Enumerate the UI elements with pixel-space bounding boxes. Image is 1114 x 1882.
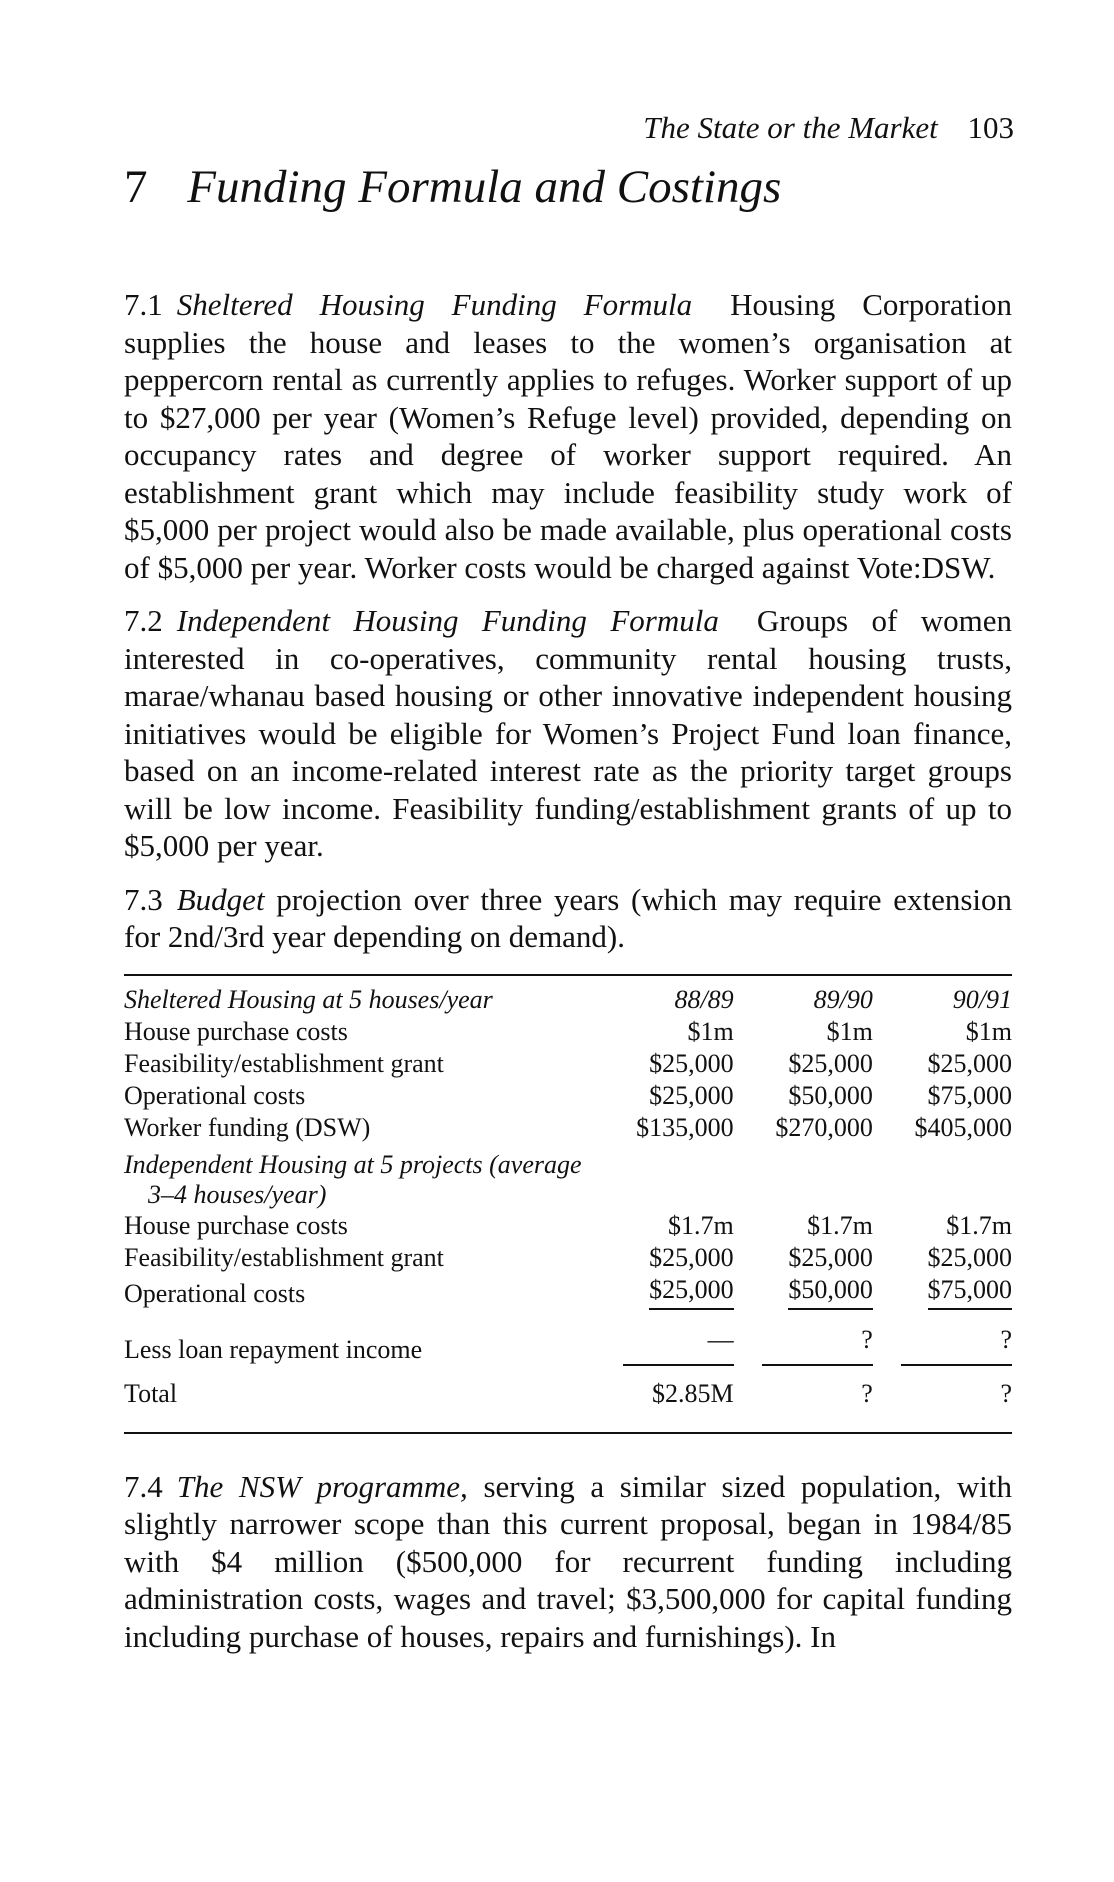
cell-value: $1m bbox=[965, 1016, 1012, 1046]
cell-value: $1.7m bbox=[807, 1210, 873, 1240]
cell-value: $135,000 bbox=[636, 1112, 734, 1142]
section-text: projection over three years (which may require extension for 2nd/3rd year depending on demand). bbox=[124, 881, 1013, 954]
cell-value: $25,000 bbox=[788, 1242, 873, 1272]
less-row bbox=[124, 1310, 1012, 1378]
cell-value-text: $75,000 bbox=[928, 1274, 1013, 1310]
cell-value bbox=[734, 1310, 873, 1378]
cell-value: $1m bbox=[826, 1016, 873, 1046]
cell-value: $25,000 bbox=[927, 1242, 1012, 1272]
total-rule bbox=[623, 1364, 734, 1366]
row-label: Worker funding (DSW) bbox=[124, 1112, 371, 1142]
section-7-4 bbox=[124, 1468, 1012, 1656]
cell-value: $2.85M bbox=[652, 1378, 734, 1408]
section-heading: Sheltered Housing Funding Formula bbox=[176, 287, 693, 322]
row-label: Total bbox=[124, 1378, 178, 1408]
cell-value: $405,000 bbox=[914, 1112, 1012, 1142]
row-label: Operational costs bbox=[124, 1080, 306, 1110]
row-label: Feasibility/establishment grant bbox=[124, 1242, 444, 1272]
cell-value bbox=[873, 1310, 1012, 1378]
cell-value bbox=[873, 1274, 1012, 1310]
table-row bbox=[124, 1080, 1012, 1112]
table-row bbox=[124, 1210, 1012, 1242]
running-header bbox=[643, 110, 1014, 146]
section-text: Groups of women interested in co-operatives, community rental housing trusts, marae/whanau based housing or other innovative independent housing initiatives would be eligible for Women’s Project Fund loan finance, based on an income-related interest rate as the priority target groups will be low income. Feasibility funding/establishment grants of up to $5,000 per year. bbox=[124, 603, 1013, 863]
budget-table bbox=[124, 974, 1012, 1434]
table-header-row bbox=[124, 975, 1012, 1016]
cell-value-text: $25,000 bbox=[649, 1274, 734, 1310]
independent-heading bbox=[124, 1144, 1012, 1210]
total-rule bbox=[762, 1364, 873, 1366]
independent-heading-row bbox=[124, 1144, 1012, 1210]
body-text bbox=[124, 286, 1012, 1671]
cell-value: $1m bbox=[687, 1016, 734, 1046]
cell-value: $50,000 bbox=[788, 1080, 873, 1110]
cell-value: $25,000 bbox=[649, 1242, 734, 1272]
cell-value: $1.7m bbox=[667, 1210, 734, 1240]
page-number: 103 bbox=[967, 110, 1014, 145]
cell-value-text: $50,000 bbox=[788, 1274, 873, 1310]
cell-value: $25,000 bbox=[927, 1048, 1012, 1078]
cell-value-text: ? bbox=[1000, 1324, 1012, 1354]
section-text: Housing Corporation supplies the house and leases to the women’s organisation at peppercorn rental as currently applies to refuges. Worker support of up to $27,000 per year (Women’s Refuge level) provided, depending on occupancy rates and degree of worker support required. An establishment grant which may include feasibility study work of $5,000 per project would also be made available, plus operational costs of $5,000 per year. Worker costs would be charged against Vote:DSW. bbox=[124, 287, 1013, 585]
chapter-number: 7 bbox=[124, 161, 148, 213]
row-label: Feasibility/establishment grant bbox=[124, 1048, 444, 1078]
cell-value-text: ? bbox=[861, 1324, 873, 1354]
cell-value: $25,000 bbox=[788, 1048, 873, 1078]
cell-value: ? bbox=[1000, 1378, 1012, 1408]
cell-value: $1.7m bbox=[946, 1210, 1012, 1240]
cell-value bbox=[595, 1274, 734, 1310]
cell-value: $25,000 bbox=[649, 1048, 734, 1078]
section-7-3 bbox=[124, 881, 1012, 956]
section-number: 7.1 bbox=[124, 287, 163, 322]
cell-value: ? bbox=[861, 1378, 873, 1408]
section-number: 7.2 bbox=[124, 603, 163, 638]
section-heading: Independent Housing Funding Formula bbox=[176, 603, 719, 638]
table-row bbox=[124, 1242, 1012, 1274]
row-label: Operational costs bbox=[124, 1278, 306, 1308]
section-heading: The NSW programme, bbox=[176, 1468, 468, 1504]
table-row bbox=[124, 1048, 1012, 1080]
total-row bbox=[124, 1378, 1012, 1433]
running-title: The State or the Market bbox=[643, 110, 938, 145]
cell-value bbox=[595, 1310, 734, 1378]
independent-heading-line: 3–4 houses/year) bbox=[148, 1179, 327, 1209]
cell-value: $25,000 bbox=[649, 1080, 734, 1110]
section-text: serving a similar sized population, with slightly narrower scope than this current proposal, began in 1984/85 with $4 million ($500,000 for recurrent funding including administration costs, wages and travel; $3,500,000 for capital funding including purchase of houses, repairs and furnishings). In bbox=[124, 1468, 1012, 1654]
section-number: 7.3 bbox=[124, 881, 163, 917]
table-row bbox=[124, 1112, 1012, 1144]
cell-value: $75,000 bbox=[927, 1080, 1012, 1110]
year-header: 90/91 bbox=[952, 984, 1012, 1014]
total-rule bbox=[901, 1364, 1012, 1366]
chapter-heading bbox=[124, 160, 781, 214]
chapter-title: Funding Formula and Costings bbox=[187, 161, 782, 213]
row-label: Less loan repayment income bbox=[124, 1334, 423, 1364]
section-7-2 bbox=[124, 602, 1012, 865]
cell-value bbox=[734, 1274, 873, 1310]
row-label: House purchase costs bbox=[124, 1210, 348, 1240]
table-row bbox=[124, 1016, 1012, 1048]
cell-value-text: — bbox=[707, 1324, 734, 1354]
row-label: House purchase costs bbox=[124, 1016, 348, 1046]
cell-value: $270,000 bbox=[775, 1112, 873, 1142]
section-heading: Budget bbox=[176, 881, 265, 917]
independent-heading-line: Independent Housing at 5 projects (average bbox=[124, 1149, 582, 1179]
year-header: 89/90 bbox=[813, 984, 873, 1014]
sheltered-heading: Sheltered Housing at 5 houses/year bbox=[124, 984, 493, 1014]
year-header: 88/89 bbox=[674, 984, 734, 1014]
table-row bbox=[124, 1274, 1012, 1310]
section-number: 7.4 bbox=[124, 1468, 163, 1504]
section-7-1 bbox=[124, 286, 1012, 586]
